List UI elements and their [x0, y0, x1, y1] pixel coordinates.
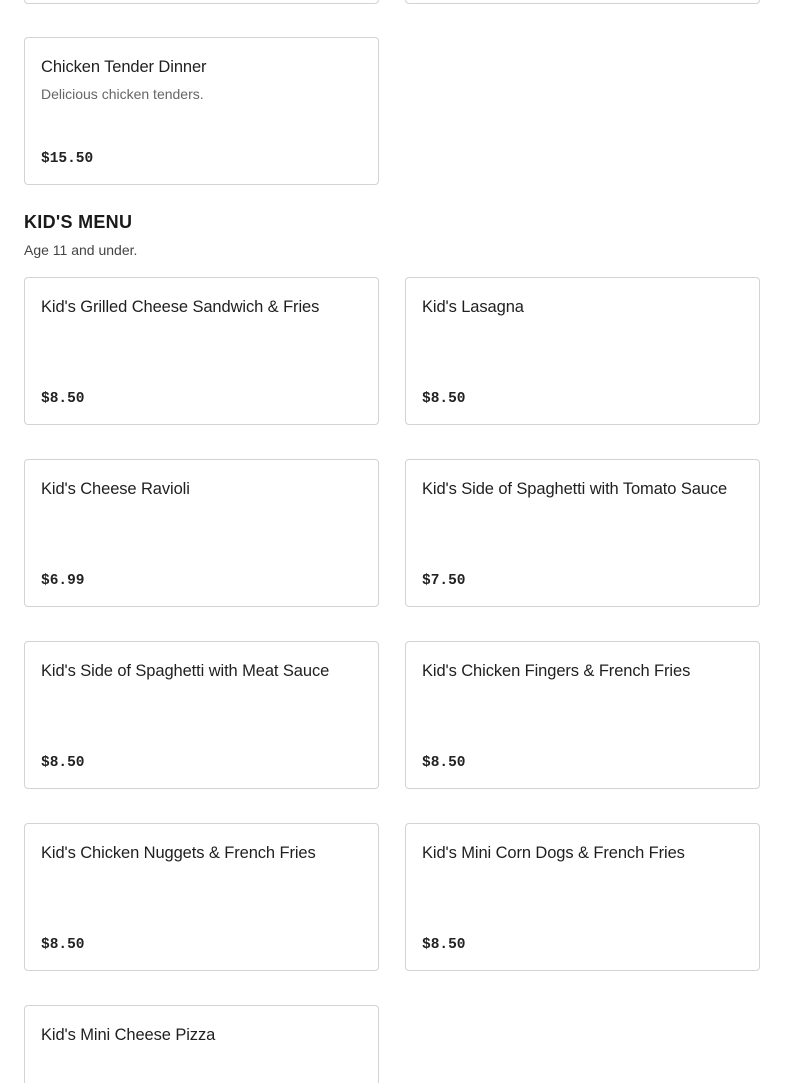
menu-item-name: Kid's Side of Spaghetti with Meat Sauce	[41, 662, 330, 680]
menu-item-card[interactable]	[24, 277, 379, 425]
menu-item-price: $8.50	[41, 391, 85, 407]
menu-item-card[interactable]	[405, 823, 760, 971]
menu-item-description: Delicious chicken tenders.	[41, 86, 204, 102]
menu-item-name: Kid's Lasagna	[422, 298, 524, 316]
menu-item-card[interactable]	[24, 1005, 379, 1083]
menu-item-price: $7.50	[422, 573, 466, 589]
menu-item-price: $8.50	[422, 937, 466, 953]
menu-item-card-partial[interactable]	[405, 0, 760, 4]
menu-item-card[interactable]	[24, 37, 379, 185]
menu-item-price: $15.50	[41, 151, 94, 167]
menu-item-name: Kid's Cheese Ravioli	[41, 480, 190, 498]
menu-item-name: Kid's Chicken Fingers & French Fries	[422, 662, 691, 680]
menu-item-price: $8.50	[41, 755, 85, 771]
menu-item-card[interactable]	[405, 641, 760, 789]
menu-item-card[interactable]	[24, 641, 379, 789]
menu-item-card[interactable]	[24, 459, 379, 607]
menu-item-name: Kid's Mini Corn Dogs & French Fries	[422, 844, 685, 862]
menu-item-name: Kid's Mini Cheese Pizza	[41, 1026, 216, 1044]
menu-item-card[interactable]	[405, 277, 760, 425]
menu-item-card-partial[interactable]	[24, 0, 379, 4]
menu-item-price: $8.50	[41, 937, 85, 953]
menu-item-price: $8.50	[422, 391, 466, 407]
section-heading: KID'S MENU	[24, 212, 133, 232]
menu-item-name: Chicken Tender Dinner	[41, 58, 207, 76]
menu-item-name: Kid's Chicken Nuggets & French Fries	[41, 844, 316, 862]
menu-item-card[interactable]	[405, 459, 760, 607]
section-subtitle: Age 11 and under.	[24, 242, 138, 258]
menu-item-price: $6.99	[41, 573, 85, 589]
menu-item-name: Kid's Grilled Cheese Sandwich & Fries	[41, 298, 320, 316]
menu-item-card[interactable]	[24, 823, 379, 971]
menu-item-price: $8.50	[422, 755, 466, 771]
menu-item-name: Kid's Side of Spaghetti with Tomato Sauce	[422, 480, 728, 498]
